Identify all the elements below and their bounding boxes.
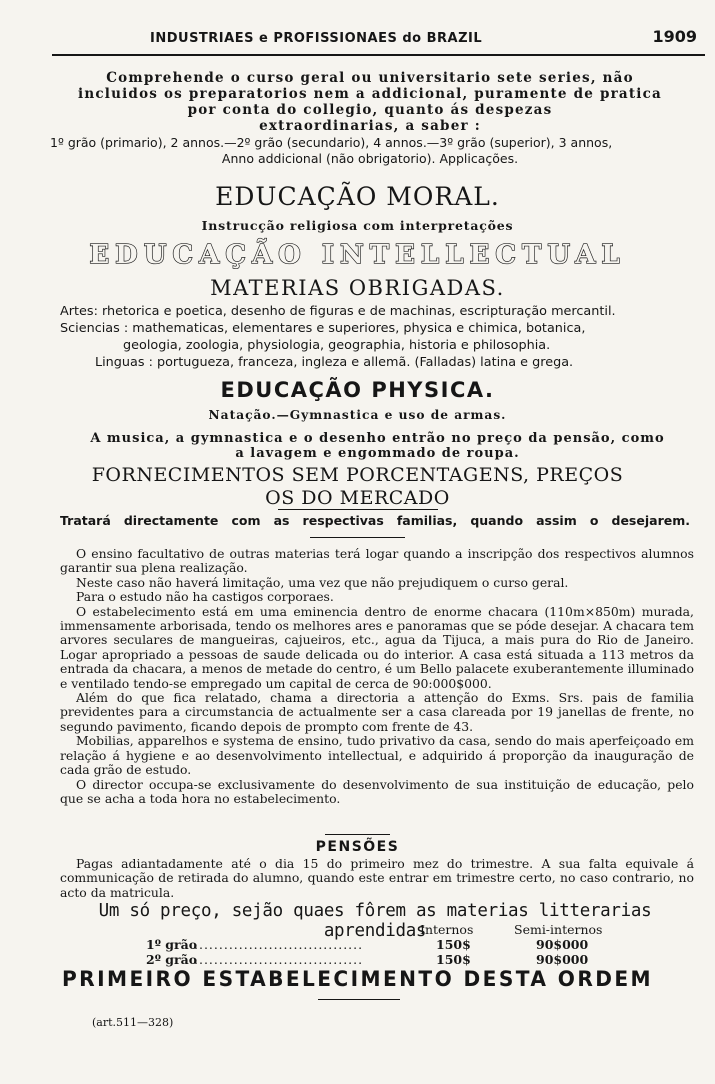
paragraph: Mobilias, apparelhos e systema de ensino, tudo privativo da casa, sendo do mais aperfeiçoado em relação á hygiene e ao desenvolvimento intellectual, e adquirido á proporção da inauguração de cada grão de estudo. — [60, 733, 694, 778]
closing-slogan: PRIMEIRO ESTABELECIMENTO DESTA ORDEM — [61, 967, 654, 991]
price-internos: 150$ — [436, 937, 471, 952]
article-reference: (art.511—328) — [92, 1016, 174, 1029]
price-grau: 2º grão — [146, 952, 198, 967]
price-leader: .................................. — [194, 937, 364, 952]
musica-line: a lavagem e engommado de roupa. — [235, 446, 520, 461]
course-intro — [45, 70, 695, 134]
price-internos: 150$ — [436, 952, 471, 967]
paragraph: O director occupa-se exclusivamente do desenvolvimento de sua instituição de educação, pelo que se acha a toda hora no estabelecimento. — [60, 776, 694, 806]
pensoes-text: Pagas adiantadamente até o dia 15 do primeiro mez do trimestre. A sua falta equivale á communicação de retirada do alumno, quando este entrar em trimestre certo, no caso contrario, no acto da matricula. — [60, 856, 694, 900]
subject-line: geologia, zoologia, physiologia, geographia, historia e philosophia. — [123, 338, 551, 353]
paragraph: Para o estudo não ha castigos corporaes. — [76, 589, 334, 605]
body-text — [60, 547, 694, 806]
subject-line: Artes: rhetorica e poetica, desenho de figuras e de machinas, escripturação mercantil. — [60, 304, 616, 319]
intro-line: extraordinarias, a saber : — [259, 118, 481, 134]
subjects-list — [60, 303, 690, 371]
instruccao-subtitle: Instrucção religiosa com interpretações — [201, 218, 514, 233]
educacao-intellectual-heading: EDUCAÇÃO INTELLECTUAL — [89, 240, 626, 270]
subject-line: Linguas : portugueza, franceza, ingleza e allemã. (Falladas) latina e grega. — [95, 355, 574, 370]
degrees-block — [50, 135, 690, 167]
musica-line: A musica, a gymnastica e o desenho entrão no preço da pensão, como — [90, 431, 665, 446]
um-so-preco-line: Um só preço, sejão quaes fôrem as materias litterarias aprendidas — [98, 901, 652, 941]
divider — [318, 999, 400, 1000]
intro-line: incluidos os preparatorios nem a addicional, puramente de pratica — [78, 86, 662, 102]
degrees-line: 1º grão (primario), 2 annos.—2º grão (secundario), 4 annos.—3º grão (superior), 3 annos, — [50, 135, 613, 150]
fornecimentos-line: OS DO MERCADO — [265, 487, 450, 509]
paragraph: O estabelecimento está em uma eminencia dentro de enorme chacara (110m×850m) murada, immensamente arborisada, tendo os melhores ares e panoramas que se póde desejar. A chacara tem arvores seculares de mangueiras, cajueiros, etc., agua da Tijuca, a mais pura do Rio de Janeiro. Logar apropriado a pessoas de saude delicada ou do interior. A casa está situada a 113 metros da entrada da chacara, a menos de metade do centro, é um Bello palacete exuberantemente illuminado e ventilado tendo-se empregado um capital de cerca de 90:000$000. — [60, 603, 694, 691]
price-row — [146, 937, 626, 952]
educacao-physica-heading: EDUCAÇÃO PHYSICA. — [220, 378, 495, 402]
fornecimentos-line: FORNECIMENTOS SEM PORCENTAGENS, PREÇOS — [91, 464, 624, 486]
educacao-moral-heading: EDUCAÇÃO MORAL. — [215, 182, 500, 211]
pensoes-heading: PENSÕES — [315, 839, 400, 855]
column-header-semi-internos: Semi-internos — [514, 922, 603, 937]
divider — [325, 834, 390, 835]
page-header — [52, 27, 705, 56]
paragraph: Além do que fica relatado, chama a directoria a attenção do Exms. Srs. pais de familia previdentes para a circumstancia de actualmente ser a casa clareada por 19 janellas de frente, no segundo pavimento, ficando depois de prompto com frente de 43. — [60, 690, 694, 734]
musica-note — [60, 431, 695, 461]
subject-line: Sciencias : mathematicas, elementares e superiores, physica e chimica, botanica, — [60, 321, 586, 336]
price-semi-internos: 90$000 — [536, 937, 589, 952]
divider — [310, 537, 405, 538]
running-title: INDUSTRIAES e PROFISSIONAES do BRAZIL — [150, 31, 483, 46]
tratara-line: Tratará directamente com as respectivas familias, quando assim o desejarem. — [60, 513, 690, 528]
paragraph: O ensino facultativo de outras materias terá logar quando a inscripção dos respectivos alumnos garantir sua plena realização. — [60, 546, 694, 576]
divider — [278, 509, 438, 510]
price-row — [146, 952, 626, 967]
natacao-line: Natação.—Gymnastica e uso de armas. — [208, 408, 507, 422]
intro-line: por conta do collegio, quanto ás despezas — [187, 102, 553, 118]
price-semi-internos: 90$000 — [536, 952, 589, 967]
price-grau: 1º grão — [146, 937, 198, 952]
page-year: 1909 — [652, 27, 697, 46]
intro-line: Comprehende o curso geral ou universitario sete series, não — [106, 70, 634, 86]
column-header-internos: Internos — [420, 922, 474, 937]
materias-heading: MATERIAS OBRIGADAS. — [210, 276, 505, 300]
fornecimentos-heading — [0, 464, 715, 510]
addicional-line: Anno addicional (não obrigatorio). Applicações. — [221, 151, 519, 166]
paragraph: Neste caso não haverá limitação, uma vez que não prejudiquem o curso geral. — [76, 574, 569, 590]
price-leader: .................................. — [194, 952, 364, 967]
